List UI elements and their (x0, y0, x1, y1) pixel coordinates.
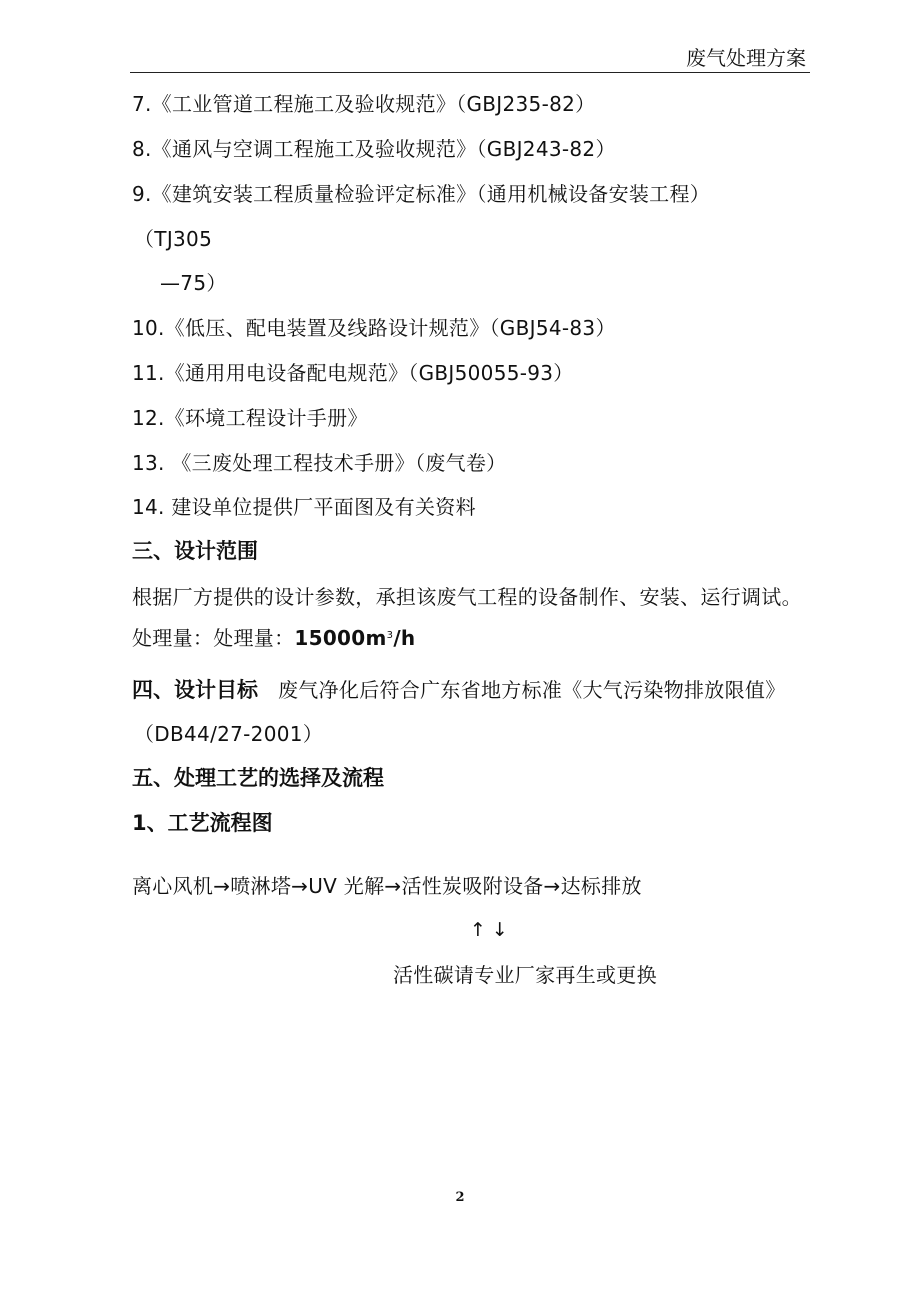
standard-item-8: 8.《通风与空调工程施工及验收规范》（GBJ243-82） (132, 137, 616, 161)
standard-item-14: 14. 建设单位提供厂平面图及有关资料 (132, 495, 476, 519)
section3-body: 根据厂方提供的设计参数，承担该废气工程的设备制作、安装、运行调试。 (132, 585, 802, 609)
standard-item-7: 7.《工业管道工程施工及验收规范》（GBJ235-82） (132, 92, 596, 116)
standard-item-13: 13. 《三废处理工程技术手册》（废气卷） (132, 451, 507, 475)
standard-item-12: 12.《环境工程设计手册》 (132, 406, 368, 430)
standard-item-9-cont-2: —75） (160, 271, 227, 295)
standard-item-9: 9.《建筑安装工程质量检验评定标准》（通用机械设备安装工程） (132, 182, 711, 206)
capacity-superscript: 3 (386, 630, 394, 641)
section4-line (132, 675, 786, 705)
carbon-regeneration-note: 活性碳请专业厂家再生或更换 (393, 963, 657, 987)
standard-item-10: 10.《低压、配电装置及线路设计规范》（GBJ54-83） (132, 316, 616, 340)
section4-standard-code: （DB44/27-2001） (134, 722, 324, 746)
capacity-label: 处理量：处理量： (132, 626, 295, 650)
process-flow-chain: 离心风机→喷淋塔→UV 光解→活性炭吸附设备→达标排放 (132, 874, 642, 898)
standard-item-9-cont-1: （TJ305 (134, 227, 213, 251)
page-number: 2 (455, 1190, 465, 1205)
header-divider (130, 72, 810, 73)
section5-heading: 五、处理工艺的选择及流程 (132, 766, 384, 790)
capacity-line (132, 624, 415, 652)
document-header-title: 废气处理方案 (686, 46, 806, 70)
section4-heading: 四、设计目标 (132, 678, 258, 702)
section3-heading: 三、设计范围 (132, 539, 258, 563)
capacity-unit: /h (393, 626, 416, 650)
process-flow-subheading: 1、工艺流程图 (132, 811, 273, 835)
section4-body: 废气净化后符合广东省地方标准《大气污染物排放限值》 (278, 678, 786, 702)
up-down-arrows: ↑↓ (470, 919, 514, 941)
capacity-value: 15000m (294, 626, 387, 650)
standard-item-11: 11.《通用用电设备配电规范》（GBJ50055-93） (132, 361, 574, 385)
